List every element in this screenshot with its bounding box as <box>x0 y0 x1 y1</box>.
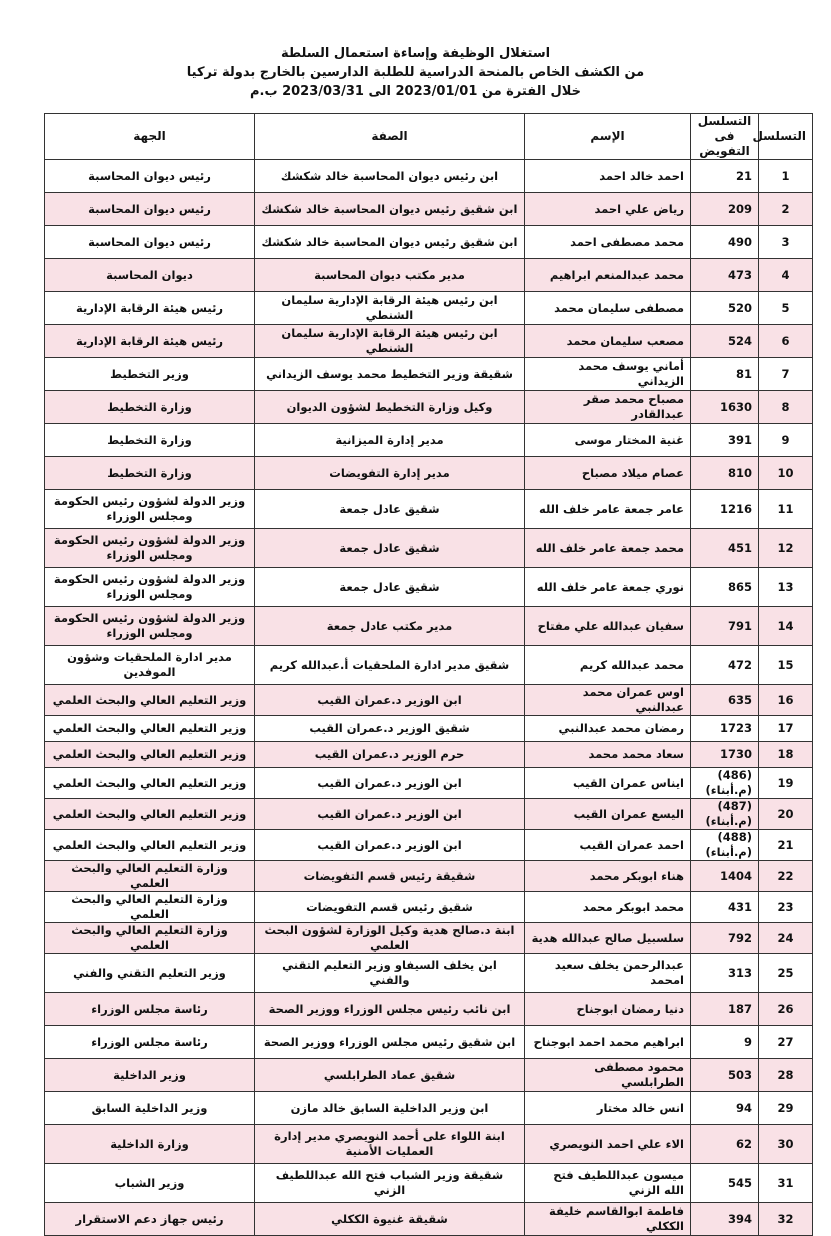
auth-seq-cell: 1723 <box>691 716 759 742</box>
name-cell: ايناس عمران القيب <box>525 768 691 799</box>
table-row <box>45 1203 813 1236</box>
seq-cell: 14 <box>759 607 813 646</box>
relation-cell: ابن الوزير د.عمران القيب <box>255 685 525 716</box>
relation-cell: ابن شقيق رئيس ديوان المحاسبة خالد شكشك <box>255 193 525 226</box>
auth-seq-cell: 524 <box>691 325 759 358</box>
department-cell: رئيس هيئة الرقابة الإدارية <box>45 292 255 325</box>
name-cell: ميسون عبداللطيف فتح الله الزني <box>525 1164 691 1203</box>
auth-seq-cell: 1630 <box>691 391 759 424</box>
seq-cell: 11 <box>759 490 813 529</box>
name-cell: محمد عبدالله كريم <box>525 646 691 685</box>
department-cell: وزارة التعليم العالي والبحث العلمي <box>45 861 255 892</box>
auth-seq-cell: 503 <box>691 1059 759 1092</box>
relation-cell: ابن رئيس هيئة الرقابة الإدارية سليمان الشنطي <box>255 325 525 358</box>
seq-cell: 4 <box>759 259 813 292</box>
auth-seq-cell: 313 <box>691 954 759 993</box>
department-cell: وزارة التخطيط <box>45 457 255 490</box>
relation-cell: شقيق رئيس قسم التفويضات <box>255 892 525 923</box>
name-cell: نوري جمعة عامر خلف الله <box>525 568 691 607</box>
seq-cell: 6 <box>759 325 813 358</box>
seq-cell: 10 <box>759 457 813 490</box>
name-cell: انس خالد مختار <box>525 1092 691 1125</box>
table-row <box>45 923 813 954</box>
department-cell: رئيس ديوان المحاسبة <box>45 226 255 259</box>
auth-seq-cell: 473 <box>691 259 759 292</box>
header-period: خلال الفترة من 2023/01/01 الى 2023/03/31 ب.م <box>250 84 581 99</box>
table-row <box>45 799 813 830</box>
seq-cell: 32 <box>759 1203 813 1236</box>
table-row <box>45 993 813 1026</box>
name-cell: محمد مصطفى احمد <box>525 226 691 259</box>
name-cell: عصام ميلاد مصباح <box>525 457 691 490</box>
name-cell: هناء ابوبكر محمد <box>525 861 691 892</box>
seq-cell: 27 <box>759 1026 813 1059</box>
relation-cell: ابن الوزير د.عمران القيب <box>255 799 525 830</box>
auth-seq-cell: 209 <box>691 193 759 226</box>
auth-seq-cell: 94 <box>691 1092 759 1125</box>
department-cell: مدير ادارة الملحقيات وشؤون الموفدين <box>45 646 255 685</box>
relation-cell: وكيل وزارة التخطيط لشؤون الديوان <box>255 391 525 424</box>
name-cell: فاطمة ابوالقاسم خليفة الككلي <box>525 1203 691 1236</box>
department-cell: رئاسة مجلس الوزراء <box>45 1026 255 1059</box>
name-cell: رمضان محمد عبدالنبي <box>525 716 691 742</box>
table-row <box>45 193 813 226</box>
auth-seq-cell: 490 <box>691 226 759 259</box>
seq-cell: 8 <box>759 391 813 424</box>
name-cell: ابراهيم محمد احمد ابوجناح <box>525 1026 691 1059</box>
relation-cell: شقيق عادل جمعة <box>255 490 525 529</box>
table-row <box>45 1026 813 1059</box>
name-cell: سلسبيل صالح عبدالله هدية <box>525 923 691 954</box>
department-cell: وزارة الداخلية <box>45 1125 255 1164</box>
auth-seq-cell: (486)(م.أبناء) <box>691 768 759 799</box>
auth-seq-cell: 394 <box>691 1203 759 1236</box>
relation-cell: ابن شقيق رئيس مجلس الوزراء ووزير الصحة <box>255 1026 525 1059</box>
document-header <box>0 44 831 101</box>
auth-seq-cell: 62 <box>691 1125 759 1164</box>
department-cell: وزارة التعليم العالي والبحث العلمي <box>45 892 255 923</box>
seq-cell: 15 <box>759 646 813 685</box>
seq-cell: 26 <box>759 993 813 1026</box>
seq-cell: 23 <box>759 892 813 923</box>
department-cell: وزير الداخلية السابق <box>45 1092 255 1125</box>
table-body <box>45 160 813 1236</box>
relation-cell: ابن رئيس ديوان المحاسبة خالد شكشك <box>255 160 525 193</box>
relation-cell: ابنة اللواء على أحمد النويصري مدير إدارة العمليات الأمنية <box>255 1125 525 1164</box>
table-row <box>45 742 813 768</box>
col-header-relation: الصفة <box>255 114 525 160</box>
auth-seq-cell: 187 <box>691 993 759 1026</box>
table-row <box>45 1059 813 1092</box>
department-cell: وزارة التخطيط <box>45 424 255 457</box>
relation-cell: مدير مكتب ديوان المحاسبة <box>255 259 525 292</box>
table-row <box>45 1164 813 1203</box>
table-row <box>45 457 813 490</box>
table-row <box>45 685 813 716</box>
table-row <box>45 607 813 646</box>
relation-cell: ابن شقيق رئيس ديوان المحاسبة خالد شكشك <box>255 226 525 259</box>
name-cell: غنية المختار موسى <box>525 424 691 457</box>
relation-cell: شقيقة وزير الشباب فتح الله عبداللطيف الزني <box>255 1164 525 1203</box>
auth-seq-cell: 472 <box>691 646 759 685</box>
name-cell: رياض علي احمد <box>525 193 691 226</box>
table-row <box>45 292 813 325</box>
auth-seq-cell: 791 <box>691 607 759 646</box>
auth-seq-cell: (488)(م.أبناء) <box>691 830 759 861</box>
header-subtitle: من الكشف الخاص بالمنحة الدراسية للطلبة الدارسين بالخارج بدولة تركيا <box>186 65 645 80</box>
relation-cell: شقيقة غنيوة الككلي <box>255 1203 525 1236</box>
department-cell: وزارة التخطيط <box>45 391 255 424</box>
seq-cell: 3 <box>759 226 813 259</box>
department-cell: وزير التعليم العالي والبحث العلمي <box>45 799 255 830</box>
scholarship-table <box>44 113 813 1236</box>
seq-cell: 9 <box>759 424 813 457</box>
col-header-department: الجهة <box>45 114 255 160</box>
seq-cell: 30 <box>759 1125 813 1164</box>
seq-cell: 22 <box>759 861 813 892</box>
department-cell: وزير التعليم التقني والفني <box>45 954 255 993</box>
auth-seq-cell: 545 <box>691 1164 759 1203</box>
department-cell: رئيس ديوان المحاسبة <box>45 193 255 226</box>
seq-cell: 17 <box>759 716 813 742</box>
relation-cell: شقيق عماد الطرابلسي <box>255 1059 525 1092</box>
name-cell: أماني يوسف محمد الزيداني <box>525 358 691 391</box>
col-header-seq: التسلسل <box>759 114 813 160</box>
seq-cell: 13 <box>759 568 813 607</box>
table-row <box>45 529 813 568</box>
auth-seq-cell: 431 <box>691 892 759 923</box>
auth-seq-cell: 865 <box>691 568 759 607</box>
relation-cell: ابن رئيس هيئة الرقابة الإدارية سليمان الشنطي <box>255 292 525 325</box>
table-row <box>45 568 813 607</box>
name-cell: مصعب سليمان محمد <box>525 325 691 358</box>
name-cell: مصطفى سليمان محمد <box>525 292 691 325</box>
relation-cell: مدير إدارة الميزانية <box>255 424 525 457</box>
seq-cell: 21 <box>759 830 813 861</box>
department-cell: رئيس جهاز دعم الاستقرار <box>45 1203 255 1236</box>
relation-cell: ابن الوزير د.عمران القيب <box>255 830 525 861</box>
seq-cell: 31 <box>759 1164 813 1203</box>
relation-cell: ابن الوزير د.عمران القيب <box>255 768 525 799</box>
department-cell: وزير التخطيط <box>45 358 255 391</box>
department-cell: وزير الدولة لشؤون رئيس الحكومة ومجلس الوزراء <box>45 490 255 529</box>
table-row <box>45 490 813 529</box>
table-row <box>45 861 813 892</box>
department-cell: وزير التعليم العالي والبحث العلمي <box>45 830 255 861</box>
department-cell: وزير الدولة لشؤون رئيس الحكومة ومجلس الوزراء <box>45 529 255 568</box>
seq-cell: 20 <box>759 799 813 830</box>
table-header-row <box>45 114 813 160</box>
auth-seq-cell: 21 <box>691 160 759 193</box>
relation-cell: شقيق مدير ادارة الملحقيات أ.عبدالله كريم <box>255 646 525 685</box>
name-cell: عبدالرحمن يخلف سعيد امحمد <box>525 954 691 993</box>
department-cell: وزير التعليم العالي والبحث العلمي <box>45 685 255 716</box>
name-cell: سعاد محمد محمد <box>525 742 691 768</box>
seq-cell: 5 <box>759 292 813 325</box>
table-row <box>45 391 813 424</box>
auth-seq-cell: 1730 <box>691 742 759 768</box>
auth-seq-cell: 635 <box>691 685 759 716</box>
relation-cell: شقيق عادل جمعة <box>255 568 525 607</box>
seq-cell: 18 <box>759 742 813 768</box>
name-cell: اوس عمران محمد عبدالنبي <box>525 685 691 716</box>
name-cell: محمد ابوبكر محمد <box>525 892 691 923</box>
seq-cell: 28 <box>759 1059 813 1092</box>
table-row <box>45 1092 813 1125</box>
department-cell: وزير الشباب <box>45 1164 255 1203</box>
relation-cell: شقيق الوزير د.عمران القيب <box>255 716 525 742</box>
seq-cell: 2 <box>759 193 813 226</box>
name-cell: اليسع عمران القيب <box>525 799 691 830</box>
table-row <box>45 424 813 457</box>
department-cell: وزارة التعليم العالي والبحث العلمي <box>45 923 255 954</box>
seq-cell: 16 <box>759 685 813 716</box>
table-row <box>45 954 813 993</box>
relation-cell: شقيقة وزير التخطيط محمد يوسف الزيداني <box>255 358 525 391</box>
name-cell: سفيان عبدالله علي مفتاح <box>525 607 691 646</box>
relation-cell: مدير إدارة التفويضات <box>255 457 525 490</box>
department-cell: رئيس هيئة الرقابة الإدارية <box>45 325 255 358</box>
table-row <box>45 892 813 923</box>
table-row <box>45 1125 813 1164</box>
department-cell: وزير التعليم العالي والبحث العلمي <box>45 768 255 799</box>
auth-seq-cell: 9 <box>691 1026 759 1059</box>
relation-cell: حرم الوزير د.عمران القيب <box>255 742 525 768</box>
table-row <box>45 226 813 259</box>
seq-cell: 25 <box>759 954 813 993</box>
department-cell: وزير التعليم العالي والبحث العلمي <box>45 742 255 768</box>
name-cell: محمد عبدالمنعم ابراهيم <box>525 259 691 292</box>
relation-cell: ابن يخلف السيفاو وزير التعليم التقني والفني <box>255 954 525 993</box>
name-cell: محمد جمعة عامر خلف الله <box>525 529 691 568</box>
table-row <box>45 768 813 799</box>
seq-cell: 1 <box>759 160 813 193</box>
auth-seq-cell: 1404 <box>691 861 759 892</box>
auth-seq-cell: 81 <box>691 358 759 391</box>
name-cell: مصباح محمد صقر عبدالقادر <box>525 391 691 424</box>
relation-cell: ابنة د.صالح هدية وكيل الوزارة لشؤون البحث العلمي <box>255 923 525 954</box>
table-row <box>45 646 813 685</box>
table-row <box>45 830 813 861</box>
department-cell: وزير الدولة لشؤون رئيس الحكومة ومجلس الوزراء <box>45 568 255 607</box>
department-cell: وزير الدولة لشؤون رئيس الحكومة ومجلس الوزراء <box>45 607 255 646</box>
auth-seq-cell: 391 <box>691 424 759 457</box>
auth-seq-cell: 1216 <box>691 490 759 529</box>
relation-cell: مدير مكتب عادل جمعة <box>255 607 525 646</box>
department-cell: رئيس ديوان المحاسبة <box>45 160 255 193</box>
department-cell: ديوان المحاسبة <box>45 259 255 292</box>
department-cell: وزير التعليم العالي والبحث العلمي <box>45 716 255 742</box>
table-row <box>45 325 813 358</box>
auth-seq-cell: 520 <box>691 292 759 325</box>
table-row <box>45 358 813 391</box>
table-row <box>45 716 813 742</box>
seq-cell: 19 <box>759 768 813 799</box>
department-cell: وزير الداخلية <box>45 1059 255 1092</box>
relation-cell: ابن وزير الداخلية السابق خالد مازن <box>255 1092 525 1125</box>
name-cell: محمود مصطفى الطرابلسي <box>525 1059 691 1092</box>
table-row <box>45 259 813 292</box>
auth-seq-cell: (487)(م.أبناء) <box>691 799 759 830</box>
table-row <box>45 160 813 193</box>
name-cell: عامر جمعة عامر خلف الله <box>525 490 691 529</box>
department-cell: رئاسة مجلس الوزراء <box>45 993 255 1026</box>
name-cell: احمد خالد احمد <box>525 160 691 193</box>
name-cell: دنيا رمضان ابوجناح <box>525 993 691 1026</box>
auth-seq-cell: 792 <box>691 923 759 954</box>
col-header-name: الإسم <box>525 114 691 160</box>
col-header-auth-seq: التسلسل فى التفويض <box>691 114 759 160</box>
auth-seq-cell: 810 <box>691 457 759 490</box>
relation-cell: شقيق عادل جمعة <box>255 529 525 568</box>
seq-cell: 24 <box>759 923 813 954</box>
name-cell: احمد عمران القيب <box>525 830 691 861</box>
seq-cell: 7 <box>759 358 813 391</box>
relation-cell: شقيقة رئيس قسم التفويضات <box>255 861 525 892</box>
header-title: استغلال الوظيفة وإساءة استعمال السلطة <box>280 46 551 61</box>
seq-cell: 29 <box>759 1092 813 1125</box>
relation-cell: ابن نائب رئيس مجلس الوزراء ووزير الصحة <box>255 993 525 1026</box>
seq-cell: 12 <box>759 529 813 568</box>
auth-seq-cell: 451 <box>691 529 759 568</box>
name-cell: الاء علي احمد النويصري <box>525 1125 691 1164</box>
